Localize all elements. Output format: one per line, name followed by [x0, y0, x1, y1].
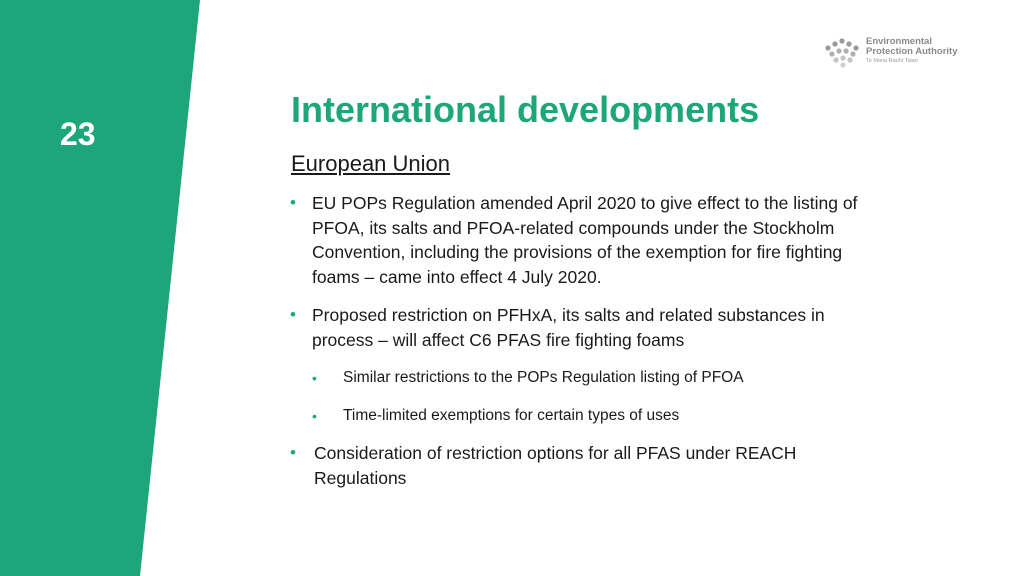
bullet-item	[290, 441, 870, 490]
sub-bullet-item	[312, 405, 912, 427]
bullet-text: Similar restrictions to the POPs Regulation listing of PFOA	[343, 369, 744, 386]
bullet-text: Time-limited exemptions for certain types of uses	[343, 407, 680, 424]
bullet-dot: •	[290, 193, 296, 212]
logo-line-2: Protection Authority	[866, 46, 958, 57]
epa-logo-icon	[822, 36, 862, 70]
section-heading: European Union	[291, 151, 451, 176]
bullet-item	[290, 191, 890, 289]
slide-title: International developments	[291, 89, 760, 130]
bullet-item	[290, 303, 890, 352]
logo-line-1: Environmental	[866, 36, 932, 47]
bullet-dot: •	[312, 408, 317, 424]
bullet-dot: •	[290, 305, 296, 324]
epa-logo	[822, 36, 972, 70]
sub-bullet-item	[312, 367, 912, 389]
logo-line-3: Te Mana Rauhī Taiao	[866, 58, 918, 64]
bullet-text: EU POPs Regulation amended April 2020 to give effect to the listing of PFOA, its salts and PFOA-related compounds under the Stockholm Convention, including the provisions of the exemption for fire fighting foams – came into effect 4 July 2020.	[312, 193, 858, 287]
slide-number: 23	[60, 116, 96, 152]
bullet-text: Proposed restriction on PFHxA, its salts and related substances in process – will affect C6 PFAS fire fighting foams	[312, 305, 825, 350]
bullet-dot: •	[312, 370, 317, 386]
bullet-dot: •	[290, 443, 296, 462]
logo-text	[866, 37, 957, 65]
bullet-text: Consideration of restriction options for all PFAS under REACH Regulations	[314, 443, 797, 488]
